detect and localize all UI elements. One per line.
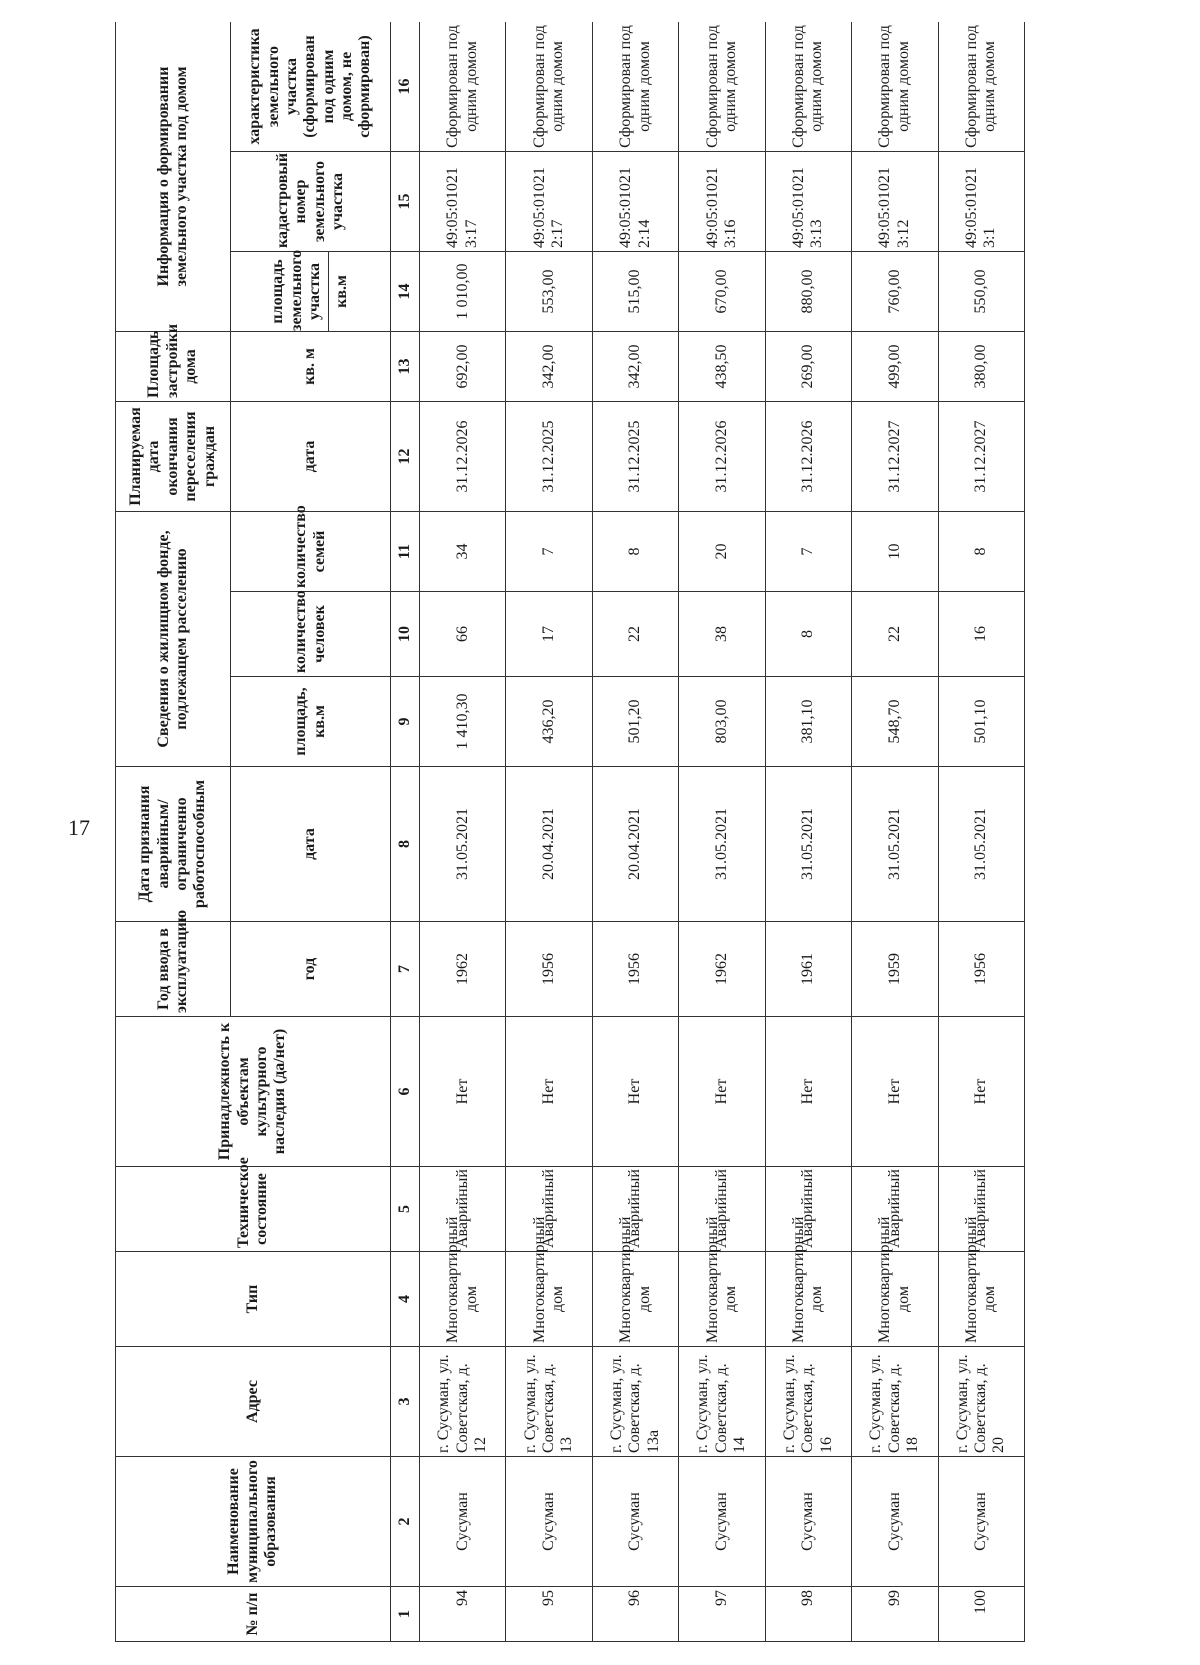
col-number: 14 [391,251,420,331]
year-built: 1961 [765,922,851,1017]
header-end-date: Планируемая дата окончания переселения граждан [116,401,231,511]
header-year: Год ввода в эксплуатацию [116,922,231,1017]
header-year-sub: год [231,922,391,1017]
header-date-sub: дата [231,767,391,922]
year-built: 1956 [506,922,592,1017]
emergency-date: 20.04.2021 [506,767,592,922]
header-end-date-sub: дата [231,401,391,511]
resettlement-table [115,22,1025,1642]
address: г. Сусуман, ул. Советская, д. 18 [852,1347,938,1457]
families-count: 10 [852,511,938,591]
emergency-date: 31.05.2021 [765,767,851,922]
heritage: Нет [852,1017,938,1167]
col-number: 11 [391,511,420,591]
address: г. Сусуман, ул. Советская, д. 16 [765,1347,851,1457]
resettlement-end: 31.12.2025 [506,401,592,511]
house-type: Многоквартирный дом [420,1252,506,1347]
row-number: 97 [679,1587,765,1642]
header-date: Дата признания аварийным/ ограниченно работоспособным [116,767,231,922]
row-number: 95 [506,1587,592,1642]
municipality: Сусуман [938,1457,1024,1587]
header-heritage: Принадлежность к объектам культурного наследия (да/нет) [116,1017,391,1167]
table-row [679,22,765,1642]
col-number: 12 [391,401,420,511]
table-row [852,22,938,1642]
cadastral-number: 49:05:010213:13 [765,151,851,251]
house-type: Многоквартирный дом [765,1252,851,1347]
resettlement-end: 31.12.2026 [765,401,851,511]
row-number: 99 [852,1587,938,1642]
col-number: 7 [391,922,420,1017]
cadastral-number: 49:05:010212:14 [592,151,678,251]
header-land-area-sub: кв.м [333,275,351,308]
housing-area: 1 410,30 [420,677,506,767]
col-number: 4 [391,1252,420,1347]
year-built: 1962 [679,922,765,1017]
table-row [592,22,678,1642]
families-count: 8 [592,511,678,591]
land-area: 760,00 [852,251,938,331]
land-characteristic: Сформирован под одним домом [765,22,851,151]
heritage: Нет [592,1017,678,1167]
families-count: 7 [765,511,851,591]
year-built: 1959 [852,922,938,1017]
header-build-area-sub: кв. м [231,331,391,401]
municipality: Сусуман [765,1457,851,1587]
heritage: Нет [506,1017,592,1167]
cadastral-number: 49:05:010213:16 [679,151,765,251]
header-build-area: Площадь застройки дома [116,331,231,401]
header-cadastral: кадастровый номер земельного участка [231,151,391,251]
families-count: 8 [938,511,1024,591]
housing-area: 501,10 [938,677,1024,767]
land-area: 553,00 [506,251,592,331]
housing-area: 436,20 [506,677,592,767]
build-area: 692,00 [420,331,506,401]
emergency-date: 31.05.2021 [938,767,1024,922]
land-characteristic: Сформирован под одним домом [679,22,765,151]
page-number: 17 [68,815,90,840]
house-type: Многоквартирный дом [592,1252,678,1347]
build-area: 380,00 [938,331,1024,401]
header-land-char: характеристика земельного участка (сформирован под одним домом, не сформирован) [231,22,391,151]
families-count: 34 [420,511,506,591]
address: г. Сусуман, ул. Советская, д. 13 [506,1347,592,1457]
col-number: 9 [391,677,420,767]
header-area: площадь, кв.м [231,677,391,767]
year-built: 1962 [420,922,506,1017]
municipality: Сусуман [592,1457,678,1587]
row-number: 98 [765,1587,851,1642]
people-count: 38 [679,592,765,677]
table-row [420,22,506,1642]
land-area: 550,00 [938,251,1024,331]
housing-area: 501,20 [592,677,678,767]
land-area: 515,00 [592,251,678,331]
header-state: Техническое состояние [116,1167,391,1252]
people-count: 16 [938,592,1024,677]
technical-state: Аварийный [938,1167,1024,1252]
col-number: 16 [391,22,420,151]
col-number: 2 [391,1457,420,1587]
table-row [765,22,851,1642]
year-built: 1956 [938,922,1024,1017]
header-people: количество человек [231,592,391,677]
table-row [938,22,1024,1642]
header-housing-group: Сведения о жилищном фонде, подлежащем расселению [116,511,231,766]
emergency-date: 31.05.2021 [679,767,765,922]
address: г. Сусуман, ул. Советская, д. 14 [679,1347,765,1457]
build-area: 269,00 [765,331,851,401]
column-number-row [391,22,420,1642]
address: г. Сусуман, ул. Советская, д. 13а [592,1347,678,1457]
technical-state: Аварийный [679,1167,765,1252]
row-number: 100 [938,1587,1024,1642]
technical-state: Аварийный [506,1167,592,1252]
header-land-area-label: площадь земельного участка [269,252,329,331]
build-area: 342,00 [506,331,592,401]
people-count: 22 [852,592,938,677]
land-characteristic: Сформирован под одним домом [852,22,938,151]
land-characteristic: Сформирован под одним домом [592,22,678,151]
build-area: 438,50 [679,331,765,401]
technical-state: Аварийный [592,1167,678,1252]
cadastral-number: 49:05:010213:12 [852,151,938,251]
technical-state: Аварийный [420,1167,506,1252]
resettlement-end: 31.12.2027 [852,401,938,511]
row-number: 94 [420,1587,506,1642]
resettlement-end: 31.12.2025 [592,401,678,511]
col-number: 1 [391,1587,420,1642]
families-count: 20 [679,511,765,591]
header-address: Адрес [116,1347,391,1457]
land-characteristic: Сформирован под одним домом [506,22,592,151]
technical-state: Аварийный [765,1167,851,1252]
land-area: 880,00 [765,251,851,331]
col-number: 6 [391,1017,420,1167]
build-area: 499,00 [852,331,938,401]
people-count: 66 [420,592,506,677]
municipality: Сусуман [506,1457,592,1587]
land-characteristic: Сформирован под одним домом [938,22,1024,151]
municipality: Сусуман [852,1457,938,1587]
header-families: количество семей [231,511,391,591]
cadastral-number: 49:05:010213:17 [420,151,506,251]
heritage: Нет [765,1017,851,1167]
resettlement-end: 31.12.2026 [679,401,765,511]
col-number: 5 [391,1167,420,1252]
heritage: Нет [679,1017,765,1167]
address: г. Сусуман, ул. Советская, д. 12 [420,1347,506,1457]
land-area: 1 010,00 [420,251,506,331]
header-type: Тип [116,1252,391,1347]
housing-area: 548,70 [852,677,938,767]
table-viewport [115,22,1025,1642]
col-number: 13 [391,331,420,401]
year-built: 1956 [592,922,678,1017]
housing-area: 803,00 [679,677,765,767]
col-number: 3 [391,1347,420,1457]
table-row [506,22,592,1642]
header-num: № п/п [116,1587,391,1642]
municipality: Сусуман [420,1457,506,1587]
header-mo: Наименование муниципального образования [116,1457,391,1587]
land-area: 670,00 [679,251,765,331]
header-land-area [231,251,391,331]
people-count: 17 [506,592,592,677]
house-type: Многоквартирный дом [852,1252,938,1347]
land-characteristic: Сформирован под одним домом [420,22,506,151]
people-count: 8 [765,592,851,677]
address: г. Сусуман, ул. Советская, д. 20 [938,1347,1024,1457]
municipality: Сусуман [679,1457,765,1587]
col-number: 10 [391,592,420,677]
resettlement-end: 31.12.2027 [938,401,1024,511]
build-area: 342,00 [592,331,678,401]
emergency-date: 31.05.2021 [420,767,506,922]
cadastral-number: 49:05:010212:17 [506,151,592,251]
housing-area: 381,10 [765,677,851,767]
house-type: Многоквартирный дом [679,1252,765,1347]
resettlement-end: 31.12.2026 [420,401,506,511]
header-row-1 [116,22,231,1642]
emergency-date: 31.05.2021 [852,767,938,922]
technical-state: Аварийный [852,1167,938,1252]
col-number: 8 [391,767,420,922]
heritage: Нет [938,1017,1024,1167]
families-count: 7 [506,511,592,591]
cadastral-number: 49:05:010213:1 [938,151,1024,251]
emergency-date: 20.04.2021 [592,767,678,922]
header-land-group: Информация о формировании земельного участка под домом [116,22,231,331]
row-number: 96 [592,1587,678,1642]
house-type: Многоквартирный дом [938,1252,1024,1347]
house-type: Многоквартирный дом [506,1252,592,1347]
col-number: 15 [391,151,420,251]
people-count: 22 [592,592,678,677]
heritage: Нет [420,1017,506,1167]
